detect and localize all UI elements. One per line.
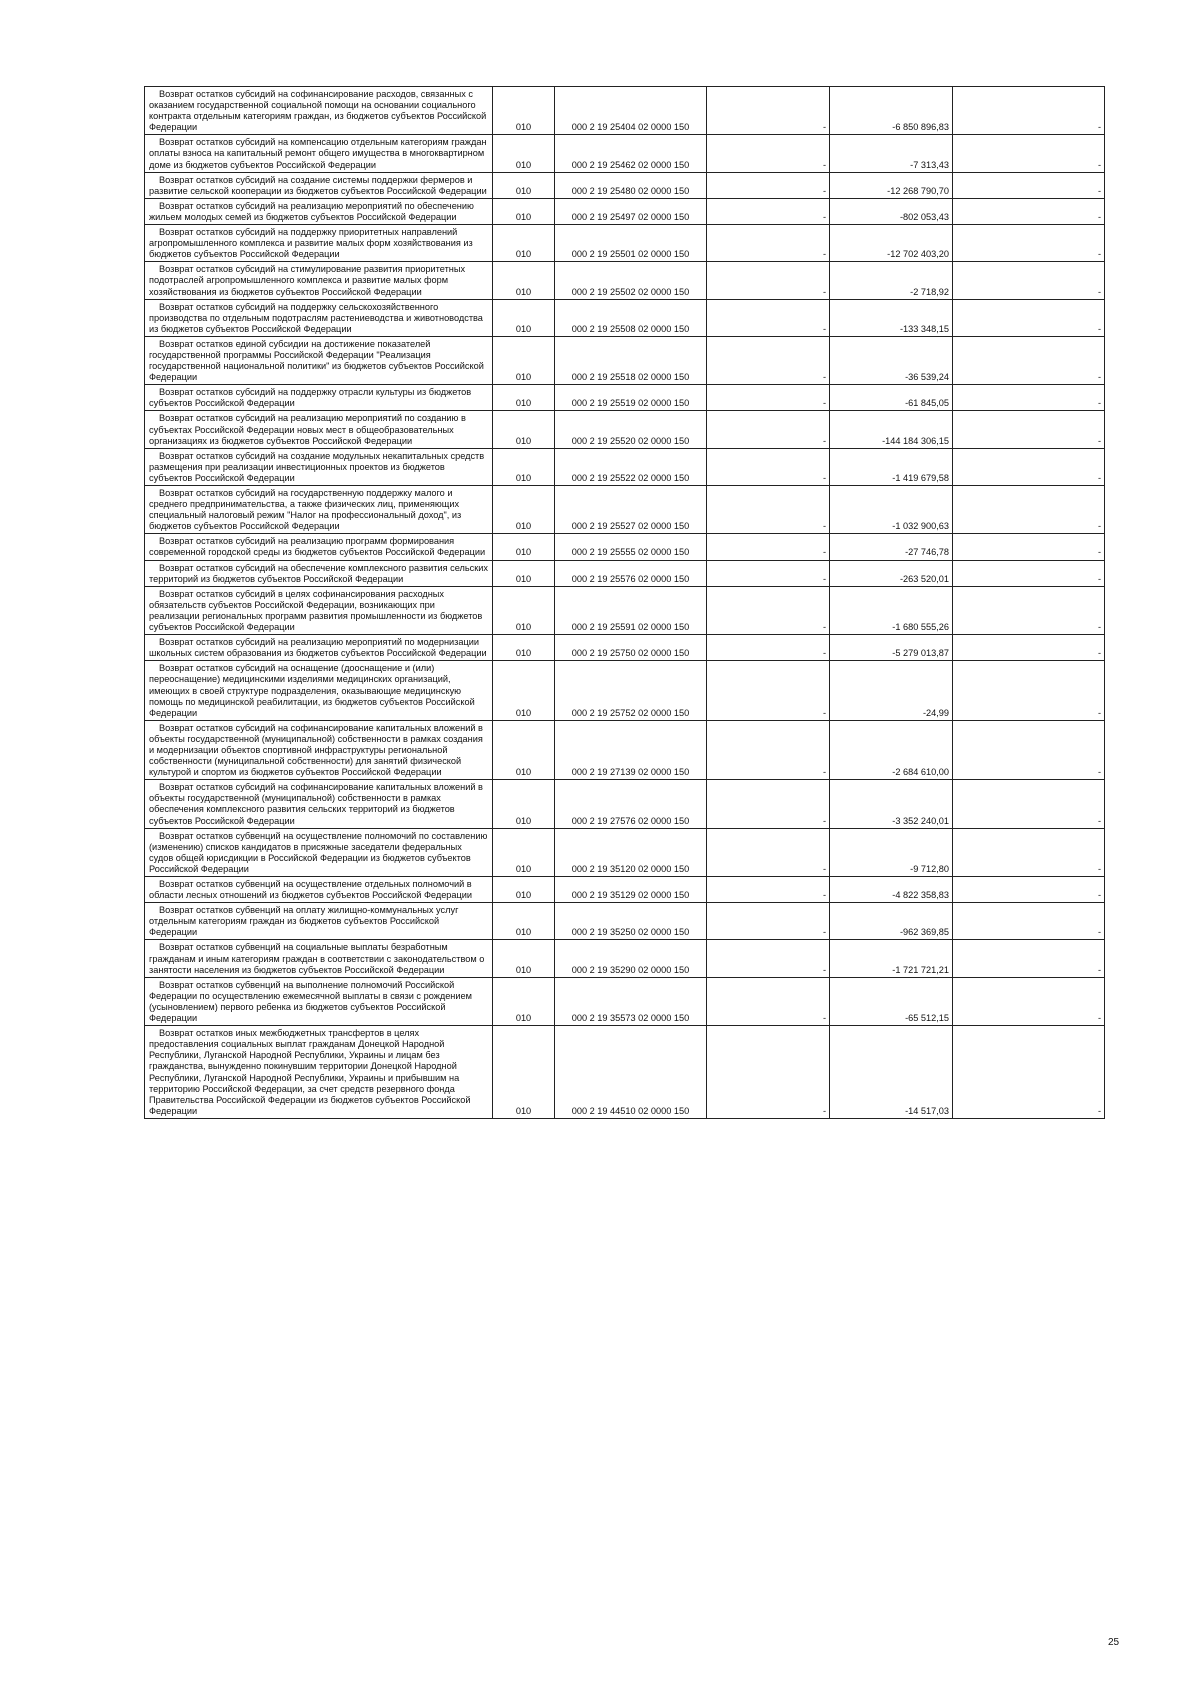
cell-income-code: 000 2 19 25527 02 0000 150 [555, 486, 707, 534]
cell-executed: -144 184 306,15 [830, 411, 953, 448]
table-row [145, 87, 1105, 135]
cell-unexecuted: - [953, 87, 1105, 135]
cell-name: Возврат остатков субсидий на реализацию мероприятий по созданию в субъектах Российской Федерации новых мест в общеобразовательных организациях из бюджетов субъектов Российской Федерации [145, 411, 493, 448]
cell-line-code: 010 [493, 198, 555, 224]
cell-unexecuted: - [953, 486, 1105, 534]
cell-executed: -24,99 [830, 661, 953, 720]
cell-executed: -7 313,43 [830, 135, 953, 172]
cell-income-code: 000 2 19 25501 02 0000 150 [555, 225, 707, 262]
cell-income-code: 000 2 19 25404 02 0000 150 [555, 87, 707, 135]
cell-line-code: 010 [493, 903, 555, 940]
cell-unexecuted: - [953, 336, 1105, 384]
cell-approved: - [707, 586, 830, 634]
cell-unexecuted: - [953, 198, 1105, 224]
cell-approved: - [707, 198, 830, 224]
cell-line-code: 010 [493, 720, 555, 779]
cell-executed: -65 512,15 [830, 977, 953, 1025]
cell-name: Возврат остатков субсидий на реализацию программ формирования современной городской среды из бюджетов субъектов Российской Федерации [145, 534, 493, 560]
page-number: 25 [1108, 1637, 1120, 1648]
cell-name: Возврат остатков субвенций на осуществление отдельных полномочий в области лесных отношений из бюджетов субъектов Российской Федерации [145, 877, 493, 903]
cell-approved: - [707, 720, 830, 779]
cell-line-code: 010 [493, 534, 555, 560]
cell-name: Возврат остатков субсидий на государственную поддержку малого и среднего предпринимательства, а также физических лиц, применяющих специальный налоговый режим "Налог на профессиональный доход", из бюджетов субъектов Российской Федерации [145, 486, 493, 534]
cell-approved: - [707, 411, 830, 448]
cell-unexecuted: - [953, 877, 1105, 903]
cell-line-code: 010 [493, 385, 555, 411]
cell-line-code: 010 [493, 780, 555, 828]
table-row [145, 385, 1105, 411]
cell-name: Возврат остатков субсидий на софинансирование расходов, связанных с оказанием государственной социальной помощи на основании социального контракта отдельным категориям граждан, из бюджетов субъектов Российской Федерации [145, 87, 493, 135]
cell-executed: -133 348,15 [830, 299, 953, 336]
cell-approved: - [707, 486, 830, 534]
cell-line-code: 010 [493, 411, 555, 448]
table-row [145, 635, 1105, 661]
cell-line-code: 010 [493, 940, 555, 977]
cell-income-code: 000 2 19 35573 02 0000 150 [555, 977, 707, 1025]
table-row [145, 720, 1105, 779]
cell-unexecuted: - [953, 586, 1105, 634]
cell-name: Возврат остатков субсидий на создание модульных некапитальных средств размещения при реализации инвестиционных проектов из бюджетов субъектов Российской Федерации [145, 448, 493, 485]
cell-executed: -1 032 900,63 [830, 486, 953, 534]
cell-executed: -2 684 610,00 [830, 720, 953, 779]
cell-income-code: 000 2 19 25520 02 0000 150 [555, 411, 707, 448]
table-row [145, 828, 1105, 876]
cell-unexecuted: - [953, 635, 1105, 661]
cell-name: Возврат остатков субвенций на социальные выплаты безработным гражданам и иным категориям граждан в соответствии с законодательством о занятости населения из бюджетов субъектов Российской Федерации [145, 940, 493, 977]
cell-income-code: 000 2 19 25480 02 0000 150 [555, 172, 707, 198]
cell-approved: - [707, 877, 830, 903]
table-row [145, 780, 1105, 828]
cell-approved: - [707, 903, 830, 940]
cell-unexecuted: - [953, 661, 1105, 720]
cell-unexecuted: - [953, 903, 1105, 940]
cell-unexecuted: - [953, 534, 1105, 560]
table-row [145, 411, 1105, 448]
cell-unexecuted: - [953, 448, 1105, 485]
cell-income-code: 000 2 19 25576 02 0000 150 [555, 560, 707, 586]
cell-income-code: 000 2 19 25518 02 0000 150 [555, 336, 707, 384]
cell-unexecuted: - [953, 262, 1105, 299]
cell-approved: - [707, 940, 830, 977]
cell-name: Возврат остатков субсидий на оснащение (дооснащение и (или) переоснащение) медицинскими изделиями медицинских организаций, имеющих в своей структуре подразделения, оказывающие медицинскую помощь по медицинской реабилитации, из бюджетов субъектов Российской Федерации [145, 661, 493, 720]
cell-executed: -12 702 403,20 [830, 225, 953, 262]
cell-executed: -962 369,85 [830, 903, 953, 940]
cell-unexecuted: - [953, 560, 1105, 586]
cell-income-code: 000 2 19 25750 02 0000 150 [555, 635, 707, 661]
table-row [145, 262, 1105, 299]
cell-line-code: 010 [493, 448, 555, 485]
cell-income-code: 000 2 19 25752 02 0000 150 [555, 661, 707, 720]
cell-income-code: 000 2 19 35120 02 0000 150 [555, 828, 707, 876]
budget-table [144, 86, 1105, 1119]
cell-name: Возврат остатков субвенций на выполнение полномочий Российской Федерации по осуществлению ежемесячной выплаты в связи с рождением (усыновлением) первого ребенка из бюджетов субъектов Российской Федерации [145, 977, 493, 1025]
cell-executed: -9 712,80 [830, 828, 953, 876]
cell-name: Возврат остатков субсидий на поддержку отрасли культуры из бюджетов субъектов Российской Федерации [145, 385, 493, 411]
cell-line-code: 010 [493, 135, 555, 172]
cell-approved: - [707, 661, 830, 720]
cell-name: Возврат остатков субсидий на обеспечение комплексного развития сельских территорий из бюджетов субъектов Российской Федерации [145, 560, 493, 586]
cell-unexecuted: - [953, 385, 1105, 411]
table-row [145, 940, 1105, 977]
cell-executed: -2 718,92 [830, 262, 953, 299]
cell-unexecuted: - [953, 172, 1105, 198]
cell-unexecuted: - [953, 1026, 1105, 1119]
cell-unexecuted: - [953, 977, 1105, 1025]
table-row [145, 486, 1105, 534]
cell-executed: -36 539,24 [830, 336, 953, 384]
cell-approved: - [707, 262, 830, 299]
table-row [145, 586, 1105, 634]
table-row [145, 877, 1105, 903]
cell-name: Возврат остатков иных межбюджетных трансфертов в целях предоставления социальных выплат гражданам Донецкой Народной Республики, Луганской Народной Республики, Украины и лицам без гражданства, вынужденно покинувшим территории Донецкой Народной Республики, Луганской Народной Республики, Украины и прибывшим на территорию Российской Федерации, за счет средств резервного фонда Правительства Российской Федерации из бюджетов субъектов Российской Федерации [145, 1026, 493, 1119]
cell-unexecuted: - [953, 299, 1105, 336]
cell-unexecuted: - [953, 780, 1105, 828]
cell-approved: - [707, 448, 830, 485]
cell-name: Возврат остатков субсидий в целях софинансирования расходных обязательств субъектов Российской Федерации, возникающих при реализации региональных программ развития промышленности из бюджетов субъектов Российской Федерации [145, 586, 493, 634]
table-row [145, 135, 1105, 172]
table-body [145, 87, 1105, 1119]
table-row [145, 172, 1105, 198]
cell-income-code: 000 2 19 25519 02 0000 150 [555, 385, 707, 411]
cell-line-code: 010 [493, 87, 555, 135]
cell-line-code: 010 [493, 586, 555, 634]
cell-income-code: 000 2 19 25555 02 0000 150 [555, 534, 707, 560]
cell-line-code: 010 [493, 225, 555, 262]
cell-unexecuted: - [953, 135, 1105, 172]
cell-income-code: 000 2 19 25522 02 0000 150 [555, 448, 707, 485]
cell-approved: - [707, 977, 830, 1025]
cell-unexecuted: - [953, 225, 1105, 262]
cell-income-code: 000 2 19 25508 02 0000 150 [555, 299, 707, 336]
table-row [145, 661, 1105, 720]
cell-income-code: 000 2 19 25502 02 0000 150 [555, 262, 707, 299]
cell-income-code: 000 2 19 35250 02 0000 150 [555, 903, 707, 940]
cell-line-code: 010 [493, 299, 555, 336]
cell-line-code: 010 [493, 336, 555, 384]
cell-executed: -61 845,05 [830, 385, 953, 411]
cell-unexecuted: - [953, 828, 1105, 876]
table-row [145, 1026, 1105, 1119]
cell-executed: -4 822 358,83 [830, 877, 953, 903]
cell-line-code: 010 [493, 486, 555, 534]
table-row [145, 534, 1105, 560]
table-row [145, 299, 1105, 336]
cell-line-code: 010 [493, 262, 555, 299]
cell-executed: -6 850 896,83 [830, 87, 953, 135]
cell-executed: -1 680 555,26 [830, 586, 953, 634]
cell-income-code: 000 2 19 27576 02 0000 150 [555, 780, 707, 828]
cell-income-code: 000 2 19 35290 02 0000 150 [555, 940, 707, 977]
table-row [145, 225, 1105, 262]
cell-income-code: 000 2 19 44510 02 0000 150 [555, 1026, 707, 1119]
cell-executed: -27 746,78 [830, 534, 953, 560]
cell-name: Возврат остатков субвенций на оплату жилищно-коммунальных услуг отдельным категориям граждан из бюджетов субъектов Российской Федерации [145, 903, 493, 940]
table-row [145, 448, 1105, 485]
cell-line-code: 010 [493, 828, 555, 876]
cell-approved: - [707, 135, 830, 172]
report-sheet [144, 86, 1104, 1119]
cell-unexecuted: - [953, 411, 1105, 448]
cell-line-code: 010 [493, 977, 555, 1025]
cell-approved: - [707, 336, 830, 384]
table-row [145, 903, 1105, 940]
cell-line-code: 010 [493, 877, 555, 903]
cell-name: Возврат остатков субсидий на софинансирование капитальных вложений в объекты государственной (муниципальной) собственности в рамках обеспечения комплексного развития сельских территорий из бюджетов субъектов Российской Федерации [145, 780, 493, 828]
cell-line-code: 010 [493, 661, 555, 720]
cell-executed: -3 352 240,01 [830, 780, 953, 828]
cell-name: Возврат остатков субсидий на реализацию мероприятий по модернизации школьных систем образования из бюджетов субъектов Российской Федерации [145, 635, 493, 661]
cell-name: Возврат остатков субсидий на поддержку сельскохозяйственного производства по отдельным подотраслям растениеводства и животноводства из бюджетов субъектов Российской Федерации [145, 299, 493, 336]
cell-line-code: 010 [493, 1026, 555, 1119]
cell-name: Возврат остатков субсидий на софинансирование капитальных вложений в объекты государственной (муниципальной) собственности в рамках создания и модернизации объектов спортивной инфраструктуры региональной собственности (муниципальной собственности) для занятий физической культурой и спортом из бюджетов субъектов Российской Федерации [145, 720, 493, 779]
cell-approved: - [707, 828, 830, 876]
table-row [145, 977, 1105, 1025]
cell-income-code: 000 2 19 25462 02 0000 150 [555, 135, 707, 172]
cell-approved: - [707, 225, 830, 262]
cell-name: Возврат остатков субсидий на стимулирование развития приоритетных подотраслей агропромышленного комплекса и развитие малых форм хозяйствования из бюджетов субъектов Российской Федерации [145, 262, 493, 299]
table-row [145, 336, 1105, 384]
cell-approved: - [707, 299, 830, 336]
cell-income-code: 000 2 19 25497 02 0000 150 [555, 198, 707, 224]
cell-executed: -802 053,43 [830, 198, 953, 224]
cell-name: Возврат остатков единой субсидии на достижение показателей государственной программы Российской Федерации "Реализация государственной национальной политики" из бюджетов субъектов Российской Федерации [145, 336, 493, 384]
cell-name: Возврат остатков субсидий на компенсацию отдельным категориям граждан оплаты взноса на капитальный ремонт общего имущества в многоквартирном доме из бюджетов субъектов Российской Федерации [145, 135, 493, 172]
cell-executed: -14 517,03 [830, 1026, 953, 1119]
table-row [145, 560, 1105, 586]
cell-line-code: 010 [493, 560, 555, 586]
cell-line-code: 010 [493, 172, 555, 198]
cell-income-code: 000 2 19 27139 02 0000 150 [555, 720, 707, 779]
cell-approved: - [707, 385, 830, 411]
table-row [145, 198, 1105, 224]
cell-executed: -1 721 721,21 [830, 940, 953, 977]
cell-executed: -5 279 013,87 [830, 635, 953, 661]
cell-name: Возврат остатков субсидий на создание системы поддержки фермеров и развитие сельской кооперации из бюджетов субъектов Российской Федерации [145, 172, 493, 198]
cell-name: Возврат остатков субвенций на осуществление полномочий по составлению (изменению) списков кандидатов в присяжные заседатели федеральных судов общей юрисдикции в Российской Федерации из бюджетов субъектов Российской Федерации [145, 828, 493, 876]
cell-approved: - [707, 534, 830, 560]
cell-name: Возврат остатков субсидий на поддержку приоритетных направлений агропромышленного комплекса и развитие малых форм хозяйствования из бюджетов субъектов Российской Федерации [145, 225, 493, 262]
cell-executed: -263 520,01 [830, 560, 953, 586]
cell-approved: - [707, 635, 830, 661]
cell-line-code: 010 [493, 635, 555, 661]
cell-approved: - [707, 172, 830, 198]
cell-approved: - [707, 560, 830, 586]
cell-executed: -1 419 679,58 [830, 448, 953, 485]
cell-executed: -12 268 790,70 [830, 172, 953, 198]
cell-approved: - [707, 780, 830, 828]
cell-income-code: 000 2 19 25591 02 0000 150 [555, 586, 707, 634]
cell-income-code: 000 2 19 35129 02 0000 150 [555, 877, 707, 903]
cell-unexecuted: - [953, 940, 1105, 977]
cell-approved: - [707, 1026, 830, 1119]
cell-unexecuted: - [953, 720, 1105, 779]
cell-approved: - [707, 87, 830, 135]
cell-name: Возврат остатков субсидий на реализацию мероприятий по обеспечению жильем молодых семей из бюджетов субъектов Российской Федерации [145, 198, 493, 224]
